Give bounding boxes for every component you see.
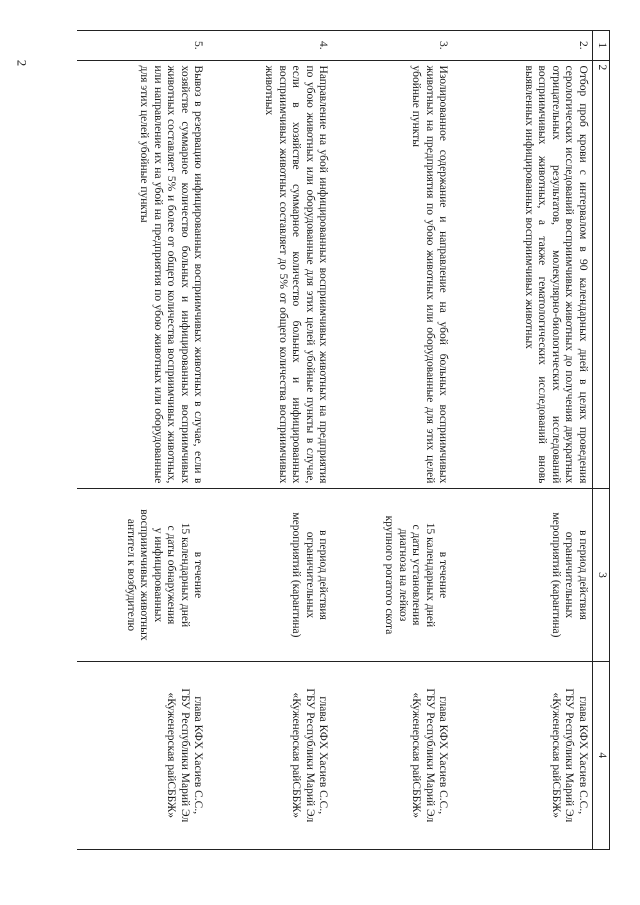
table-row — [453, 31, 593, 850]
page-number: 2 — [14, 59, 30, 67]
table-row — [78, 31, 208, 850]
term-line: ограничительных — [303, 531, 316, 619]
row-number: 3. — [333, 31, 453, 61]
term-line: в период действия — [317, 530, 330, 620]
measure-text: Изолированное содержание и направление на убой больных восприимчивых животных на предприятия по убою животных или оборудованные для этих целей убойные пункты — [333, 60, 453, 489]
row-number: 4. — [208, 31, 333, 61]
term-line: 15 календарных дней — [178, 522, 191, 628]
row-number: 5. — [78, 31, 208, 61]
table-header-row — [593, 31, 610, 850]
measures-table — [78, 30, 611, 850]
responsible-line: «Куженерская райСББЖ» — [549, 692, 562, 819]
term-line: восприимчивых животных — [138, 509, 151, 641]
term-cell — [78, 489, 208, 661]
responsible-cell — [78, 661, 208, 849]
responsible-cell — [453, 661, 593, 849]
table-body — [78, 31, 593, 850]
table-row — [208, 31, 333, 850]
term-line: с даты установления — [410, 524, 423, 626]
rotated-table-container — [90, 30, 610, 850]
responsible-line: «Куженерская райСББЖ» — [165, 692, 178, 819]
responsible-line: «Куженерская райСББЖ» — [290, 692, 303, 819]
responsible-line: ГБУ Республики Марий Эл — [563, 688, 576, 823]
term-line: ограничительных — [563, 531, 576, 619]
term-line: антител к возбудителю — [124, 518, 137, 632]
table-row — [333, 31, 453, 850]
term-cell — [208, 489, 333, 661]
responsible-line: глава КФХ Хасиев С.С., — [192, 696, 205, 815]
responsible-line: «Куженерская райСББЖ» — [410, 692, 423, 819]
term-line: в течение — [192, 551, 205, 599]
measure-text: Направление на убой инфицированных восприимчивых животных на предприятия по убою животных или оборудованные для этих целей убойные пункты в случае, если в хозяйстве суммарное количество больных и инфицированных восприимчивых животных составляет до 5% от общего количества восприимчивых животных — [208, 60, 333, 489]
responsible-line: глава КФХ Хасиев С.С., — [437, 696, 450, 815]
term-line: диагноза на лейкоз — [396, 528, 409, 622]
term-line: мероприятий (карантина) — [290, 512, 303, 638]
header-col-4: 4 — [593, 661, 610, 849]
responsible-line: ГБУ Республики Марий Эл — [303, 688, 316, 823]
term-cell — [453, 489, 593, 661]
measure-text: Отбор проб крови с интервалом в 90 календарных дней в целях проведения серологических исследований восприимчивых животных до получения двукратных отрицательных результатов, молекулярно-биологических исследований восприимчивых животных, а также гематологических исследований вновь выявленных инфицированных восприимчивых животных — [453, 60, 593, 489]
term-line: крупного рогатого скота — [383, 515, 396, 635]
header-col-3: 3 — [593, 489, 610, 661]
row-number: 2. — [453, 31, 593, 61]
term-cell — [333, 489, 453, 661]
term-line: в период действия — [577, 530, 589, 620]
responsible-cell — [208, 661, 333, 849]
term-line: мероприятий (карантина) — [549, 512, 562, 638]
responsible-line: ГБУ Республики Марий Эл — [178, 688, 191, 823]
responsible-line: глава КФХ Хасиев С.С., — [317, 696, 330, 815]
responsible-line: ГБУ Республики Марий Эл — [423, 688, 436, 823]
header-col-1: 1 — [593, 31, 610, 61]
measure-text: Вывоз в резервацию инфицированных восприимчивых животных в случае, если в хозяйстве суммарное количество больных и инфицированных восприимчивых животных составляет 5% и более от общего количества восприимчивых животных, или направление их на убой на предприятия по убою животных или оборудованные для этих целей убойные пункты — [78, 60, 208, 489]
responsible-line: глава КФХ Хасиев С.С., — [577, 696, 589, 815]
term-line: с даты обнаружения — [165, 525, 178, 625]
term-line: в течение — [437, 551, 450, 599]
responsible-cell — [333, 661, 453, 849]
term-line: 15 календарных дней — [423, 522, 436, 628]
term-line: у инфицированных — [151, 527, 164, 623]
header-col-2: 2 — [593, 60, 610, 489]
